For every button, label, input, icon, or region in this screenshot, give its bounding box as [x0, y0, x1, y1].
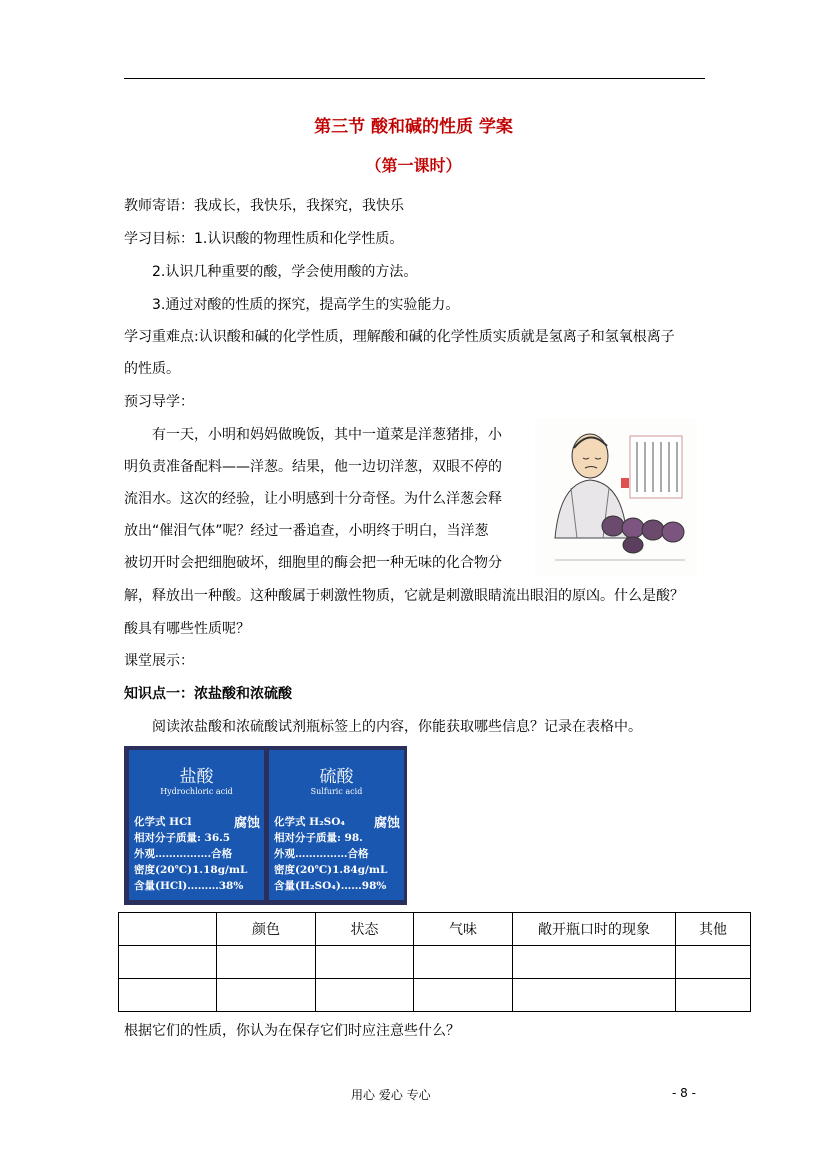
- table-cell[interactable]: [119, 979, 217, 1012]
- hydrochloric-acid-label: [129, 750, 264, 900]
- story-line-1: 有一天，小明和妈妈做晚饭，其中一道菜是洋葱猪排，小: [152, 427, 502, 443]
- table-row: [119, 979, 751, 1012]
- story-line-4: 放出“催泪气体”呢？经过一番追查，小明终于明白，当洋葱: [124, 523, 489, 539]
- story-line-5: 被切开时会把细胞破坏，细胞里的酶会把一种无味的化合物分: [124, 555, 502, 571]
- table-row: [119, 946, 751, 979]
- label-name: 盐酸: [179, 767, 214, 787]
- table-cell[interactable]: [414, 946, 513, 979]
- label-english-name: Hydrochloric acid: [160, 787, 233, 796]
- table-cell[interactable]: [217, 979, 316, 1012]
- table-header-cell: 状态: [316, 913, 414, 946]
- label-row: 密度(20℃)1.18g/mL: [134, 864, 248, 876]
- story-line-2: 明负责准备配料——洋葱。结果，他一边切洋葱，双眼不停的: [124, 459, 502, 475]
- table-header-cell: 颜色: [217, 913, 316, 946]
- story-line-6: 解，释放出一种酸。这种酸属于刺激性物质，它就是刺激眼睛流出眼泪的原凶。什么是酸？: [124, 588, 684, 604]
- class-display-heading: 课堂展示：: [124, 653, 194, 669]
- teacher-message: 教师寄语：我成长，我快乐，我探究，我快乐: [124, 198, 404, 214]
- label-row: 化学式 HCl: [134, 816, 192, 828]
- label-row: 化学式 H₂SO₄: [274, 816, 346, 828]
- label-row: 含量(HCl)………38%: [134, 880, 244, 892]
- table-header-cell: 敞开瓶口时的现象: [513, 913, 676, 946]
- knowledge-point-heading: 知识点一：浓盐酸和浓硫酸: [124, 686, 292, 702]
- key-points-line-2: 的性质。: [124, 361, 180, 377]
- key-points-line-1: 学习重难点:认识酸和碱的化学性质，理解酸和碱的化学性质实质就是氢离子和氢氧根离子: [124, 329, 675, 345]
- reading-instruction: 阅读浓盐酸和浓硫酸试剂瓶标签上的内容，你能获取哪些信息？记录在表格中。: [152, 719, 642, 735]
- page-subtitle: （第一课时）: [365, 156, 462, 175]
- table-cell[interactable]: [513, 946, 676, 979]
- storage-question: 根据它们的性质，你认为在保存它们时应注意些什么？: [124, 1023, 460, 1039]
- story-line-7: 酸具有哪些性质呢？: [124, 621, 250, 637]
- label-english-name: Sulfuric acid: [310, 787, 363, 796]
- reagent-labels-image: [124, 746, 407, 905]
- table-cell[interactable]: [414, 979, 513, 1012]
- header-rule: [124, 78, 705, 79]
- table-header-row: [119, 913, 751, 946]
- story-line-3: 流泪水。这次的经验，让小明感到十分奇怪。为什么洋葱会释: [124, 491, 502, 507]
- label-name: 硫酸: [319, 767, 354, 787]
- label-row: 相对分子质量: 36.5: [134, 832, 231, 844]
- table-cell[interactable]: [316, 979, 414, 1012]
- onion-cutting-cartoon: [535, 418, 697, 576]
- corrosive-mark: 腐蚀: [233, 816, 260, 831]
- label-row: 密度(20℃)1.84g/mL: [274, 864, 388, 876]
- label-row: 含量(H₂SO₄)……98%: [274, 880, 387, 892]
- learning-goal-2: 2.认识几种重要的酸，学会使用酸的方法。: [152, 264, 418, 280]
- page-number: - 8 -: [672, 1086, 696, 1100]
- record-table: [118, 912, 751, 1012]
- learning-goal-1: 学习目标：1.认识酸的物理性质和化学性质。: [124, 231, 404, 247]
- table-header-cell: [119, 913, 217, 946]
- label-row: 外观…………….合格: [134, 848, 233, 860]
- table-header-cell: 气味: [414, 913, 513, 946]
- table-cell[interactable]: [119, 946, 217, 979]
- footer-motto: 用心 爱心 专心: [351, 1088, 431, 1102]
- label-row: 外观……………合格: [274, 848, 369, 860]
- table-cell[interactable]: [316, 946, 414, 979]
- table-cell[interactable]: [676, 946, 751, 979]
- label-row: 相对分子质量: 98.: [274, 832, 363, 844]
- preview-heading: 预习导学：: [124, 394, 194, 410]
- page-title: 第三节 酸和碱的性质 学案: [314, 117, 513, 137]
- table-header-cell: 其他: [676, 913, 751, 946]
- learning-goal-3: 3.通过对酸的性质的探究，提高学生的实验能力。: [152, 297, 460, 313]
- table-cell[interactable]: [676, 979, 751, 1012]
- table-cell[interactable]: [217, 946, 316, 979]
- table-cell[interactable]: [513, 979, 676, 1012]
- corrosive-mark: 腐蚀: [373, 816, 400, 831]
- sulfuric-acid-label: [269, 750, 404, 900]
